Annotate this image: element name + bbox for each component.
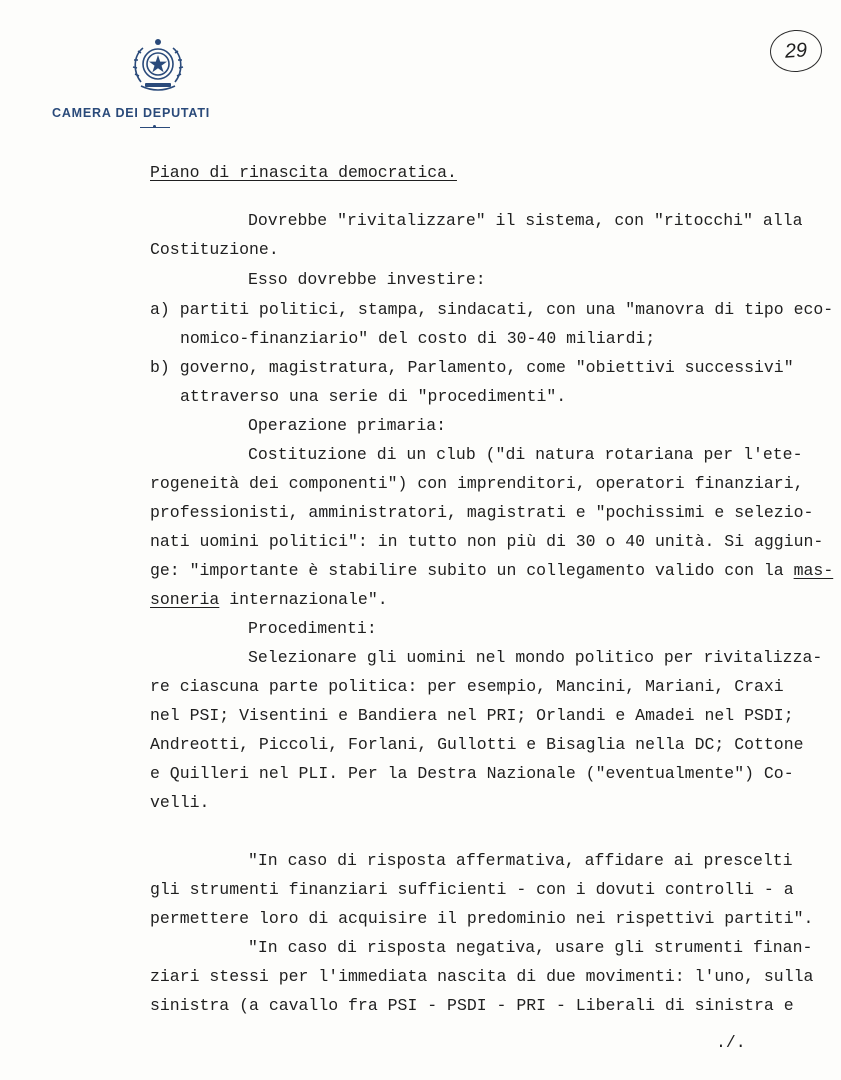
republic-emblem-icon — [131, 36, 185, 98]
text-line: gli strumenti finanziari sufficienti - con i dovuti controlli - a — [150, 880, 794, 899]
continuation-mark: ./. — [716, 1033, 746, 1052]
text-line: Costituzione di un club ("di natura rotariana per l'ete- — [248, 445, 803, 464]
letterhead-rule-dot — [153, 125, 156, 128]
text-line: velli. — [150, 793, 210, 812]
text-line: Esso dovrebbe investire: — [248, 270, 486, 289]
chamber-name: CAMERA DEI DEPUTATI — [52, 106, 211, 120]
text-line: a) partiti politici, stampa, sindacati, con una "manovra di tipo eco- — [150, 300, 834, 319]
text-line: ziari stessi per l'immediata nascita di due movimenti: l'uno, sulla — [150, 967, 814, 986]
underlined-word: mas- — [793, 561, 834, 580]
text-line — [150, 590, 388, 610]
text-line: rogeneità dei componenti") con imprenditori, operatori finanziari, — [150, 474, 804, 493]
document-title: Piano di rinascita democratica. — [150, 163, 457, 182]
text-line: nel PSI; Visentini e Bandiera nel PRI; Orlandi e Amadei nel PSDI; — [150, 706, 794, 725]
text-line: re ciascuna parte politica: per esempio, Mancini, Mariani, Craxi — [150, 677, 784, 696]
text-line: Procedimenti: — [248, 619, 377, 638]
text-line: professionisti, amministratori, magistrati e "pochissimi e selezio- — [150, 503, 814, 522]
text-line: Selezionare gli uomini nel mondo politico per rivitalizza- — [248, 648, 823, 667]
text-line: "In caso di risposta affermativa, affidare ai prescelti — [248, 851, 793, 870]
text-segment: ge: "importante è stabilire subito un collegamento valido con la — [150, 561, 794, 580]
text-line: Operazione primaria: — [248, 416, 447, 435]
text-line: Andreotti, Piccoli, Forlani, Gullotti e Bisaglia nella DC; Cottone — [150, 735, 804, 754]
text-line: e Quilleri nel PLI. Per la Destra Nazionale ("eventualmente") Co- — [150, 764, 794, 783]
text-segment: internazionale". — [219, 590, 388, 609]
text-line: nomico-finanziario" del costo di 30-40 miliardi; — [180, 329, 656, 348]
text-line — [150, 561, 833, 581]
text-line: Costituzione. — [150, 240, 279, 259]
text-line: nati uomini politici": in tutto non più di 30 o 40 unità. Si aggiun- — [150, 532, 824, 551]
text-line: permettere loro di acquisire il predominio nei rispettivi partiti". — [150, 909, 814, 928]
text-line: sinistra (a cavallo fra PSI - PSDI - PRI - Liberali di sinistra e — [150, 996, 794, 1015]
page-number: 29 — [769, 28, 824, 74]
text-line: "In caso di risposta negativa, usare gli strumenti finan- — [248, 938, 813, 957]
underlined-word: soneria — [150, 590, 220, 609]
text-line: Dovrebbe "rivitalizzare" il sistema, con "ritocchi" alla — [248, 211, 803, 230]
text-line: attraverso una serie di "procedimenti". — [180, 387, 567, 406]
text-line: b) governo, magistratura, Parlamento, come "obiettivi successivi" — [150, 358, 794, 377]
